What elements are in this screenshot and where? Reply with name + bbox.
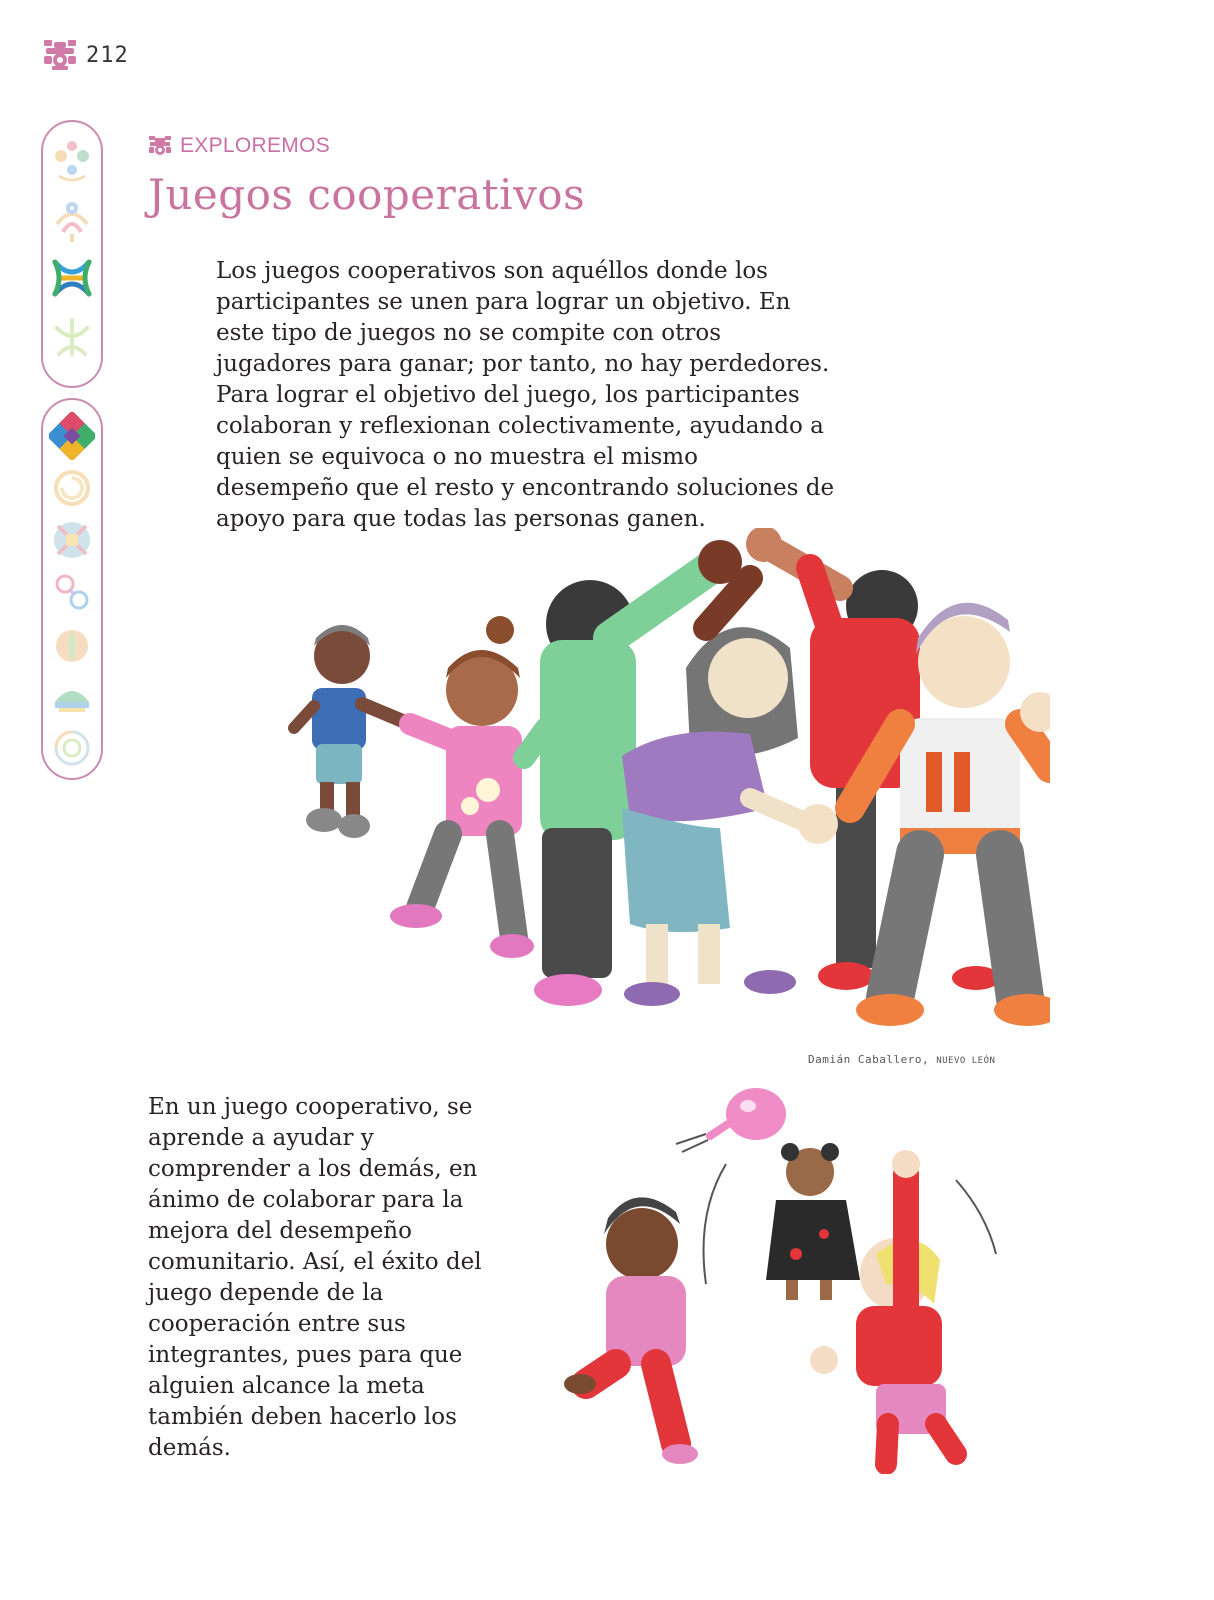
page-header <box>42 38 129 72</box>
pensamiento-critico-icon <box>49 464 95 512</box>
glyph-logo-icon <box>42 38 78 72</box>
balloon-game-illustration <box>556 1084 1006 1474</box>
balloon-icon <box>676 1088 786 1152</box>
section-label-text: EXPLOREMOS <box>180 134 331 157</box>
section-label <box>148 134 330 158</box>
credit-author: Damián Caballero, <box>808 1053 930 1066</box>
lectura-icon <box>49 672 95 720</box>
vida-saludable-icon <box>49 620 95 668</box>
lenguajes-icon <box>49 136 95 188</box>
intro-paragraph: Los juegos cooperativos son aquéllos donde los participantes se unen para lograr un objetivo. En este tipo de juegos no se compite con otros jugadores para ganar; por tanto, no hay perdedores. Para lograr el objetivo del juego, los participantes colaboran y reflexionan colectivamente, ayudando a quien se equivoca o no muestra el mismo desempeño que el resto y encontrando soluciones de apoyo para que todas las personas ganen. <box>216 258 835 532</box>
page-number: 212 <box>86 42 129 68</box>
glyph-small-icon <box>148 135 172 157</box>
illustration-credit <box>808 1053 995 1066</box>
saberes-icon <box>49 194 95 246</box>
page-title: Juegos cooperativos <box>148 170 586 219</box>
interculturalidad-icon <box>49 516 95 564</box>
sidebar-campos-formativos <box>41 120 103 388</box>
child-purple-shirt <box>622 578 810 1006</box>
child-right <box>810 1150 956 1464</box>
artes-icon <box>49 724 95 772</box>
humano-icon <box>49 310 95 362</box>
sidebar-ejes-articuladores <box>41 398 103 780</box>
lower-paragraph: En un juego cooperativo, se aprende a ayudar y comprender a los demás, en ánimo de colaborar para la mejora del desempeño comunitario. Así, el éxito del juego depende de la cooperación entre sus integrantes, pues para que alguien alcance la meta también deben hacerlo los demás. <box>148 1094 482 1461</box>
inclusion-icon <box>49 412 95 460</box>
children-arch-illustration <box>250 528 1050 1048</box>
child-left <box>564 1197 698 1464</box>
igualdad-genero-icon <box>49 568 95 616</box>
credit-state: NUEVO LEÓN <box>936 1056 996 1066</box>
child-blue-shirt <box>294 625 410 838</box>
etica-icon <box>49 252 95 304</box>
child-middle <box>766 1143 860 1300</box>
child-pink-shirt <box>390 616 534 958</box>
